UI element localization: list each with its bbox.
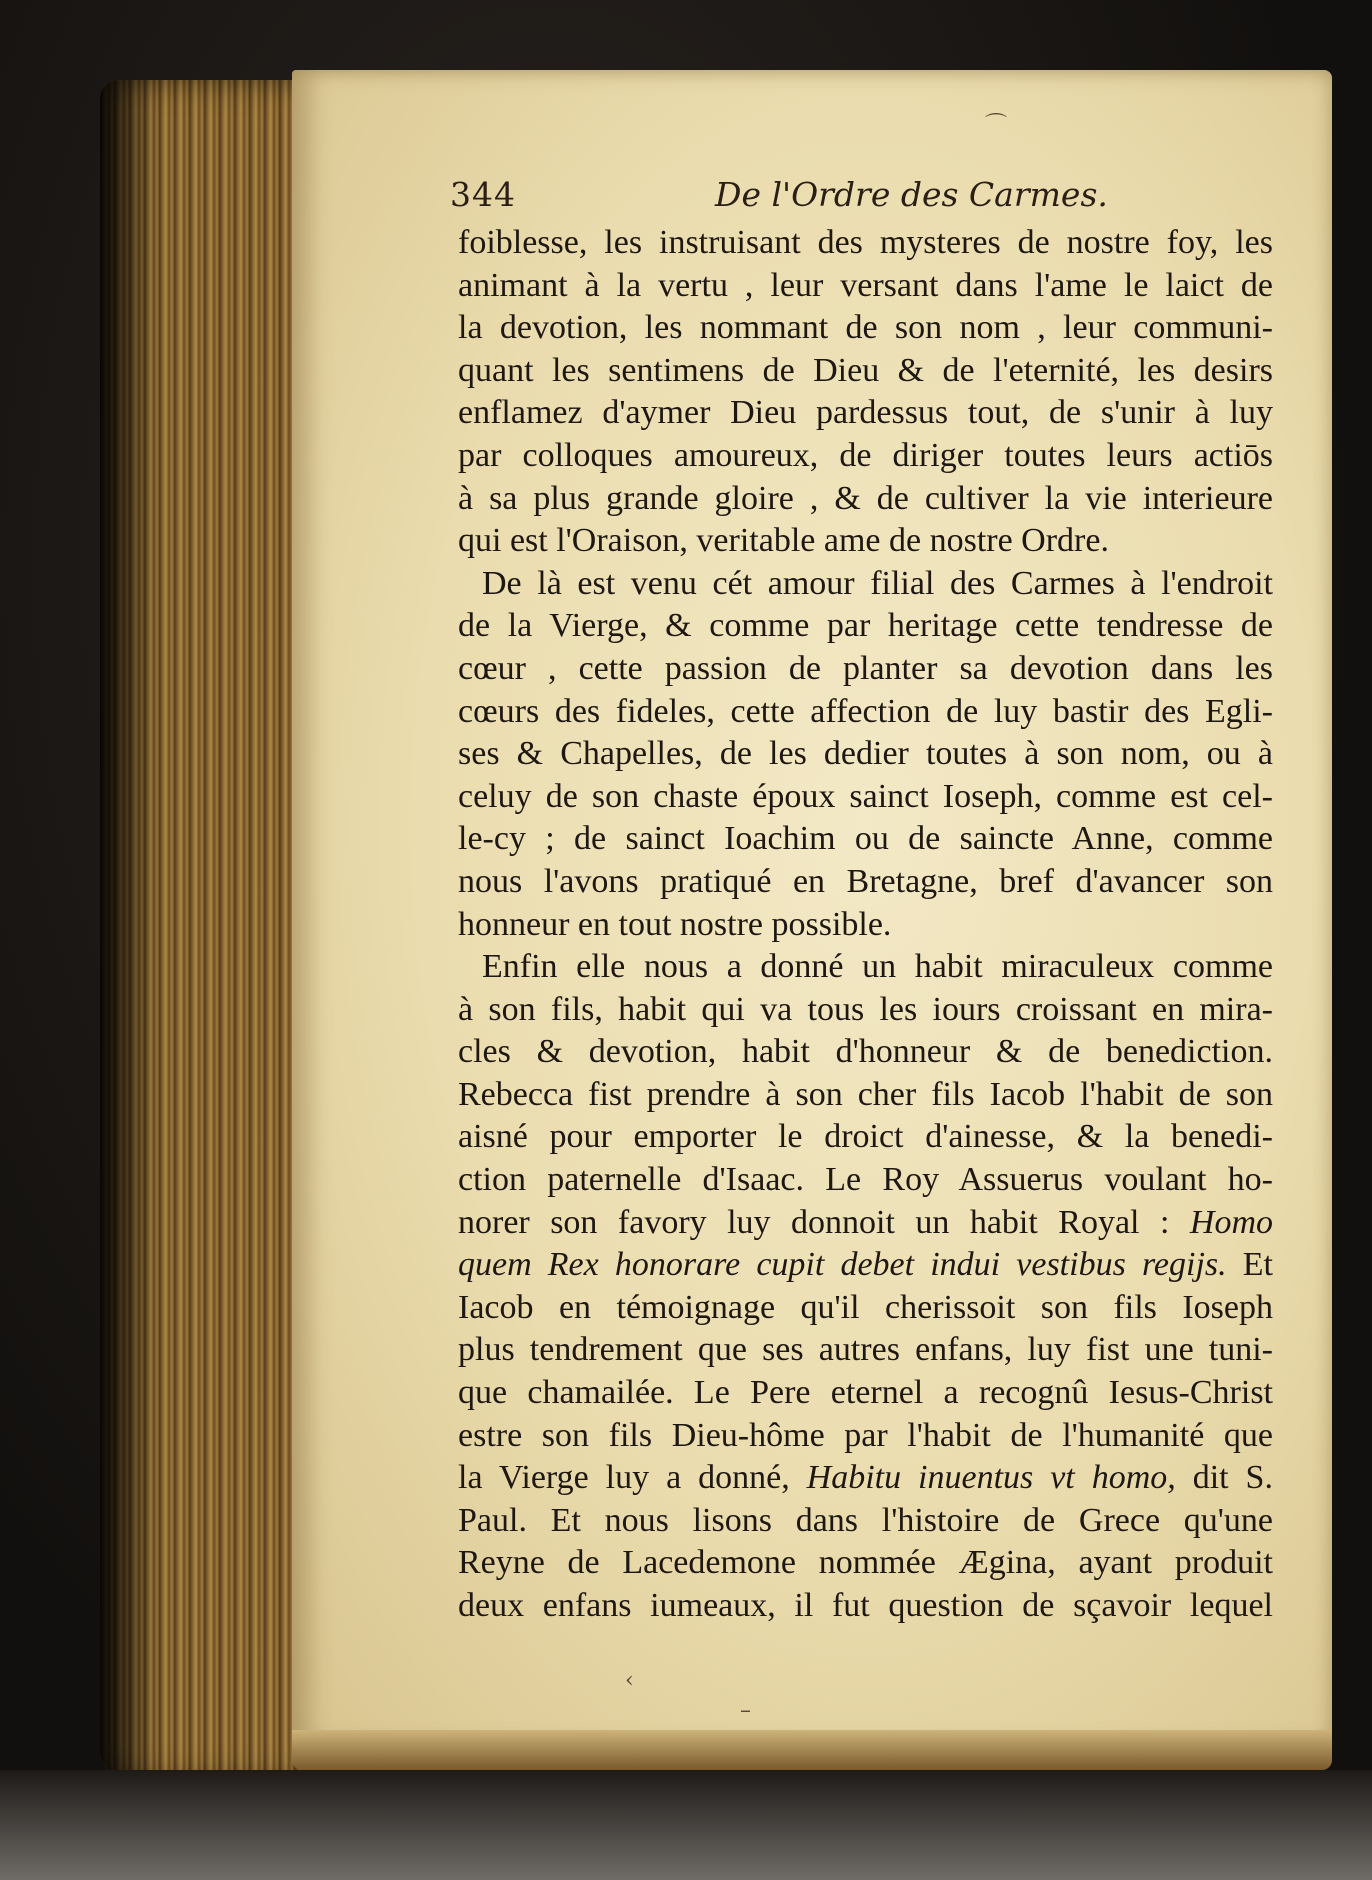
text-span: la Vierge luy a donné,: [458, 1459, 807, 1497]
running-title: De l'Ordre des Carmes.: [715, 175, 1108, 214]
paragraph: [458, 563, 1273, 946]
text-line: ction paternelle d'Isaac. Le Roy Assuerus voulant ho-: [458, 1161, 1273, 1199]
text-line: à son fils, habit qui va tous les iours croissant en mira-: [458, 990, 1273, 1028]
text-line: à sa plus grande gloire , & de cultiver la vie interieure: [458, 479, 1273, 517]
text-line: deux enfans iumeaux, il fut question de sçavoir lequel: [458, 1587, 1273, 1624]
book-edge-shadow: [100, 80, 160, 1780]
paragraph: [458, 222, 1273, 563]
text-span: dit S.: [1175, 1459, 1273, 1497]
text-line-with-italic: [458, 1202, 1273, 1245]
text-line: Iacob en témoignage qu'il cherissoit son fils Ioseph: [458, 1288, 1273, 1326]
text-line: cœurs des fideles, cette affection de luy bastir des Egli-: [458, 692, 1273, 730]
text-line: cles & devotion, habit d'honneur & de benediction.: [458, 1033, 1273, 1071]
text-line: animant à la vertu , leur versant dans l'ame le laict de: [458, 266, 1273, 304]
text-line: enflamez d'aymer Dieu pardessus tout, de s'unir à luy: [458, 394, 1273, 432]
stray-mark: –: [740, 1698, 751, 1723]
text-line: Paul. Et nous lisons dans l'histoire de Grece qu'une: [458, 1501, 1273, 1539]
text-line: quant les sentimens de Dieu & de l'eternité, les desirs: [458, 351, 1273, 389]
text-line: aisné pour emporter le droict d'ainesse, & la benedi-: [458, 1118, 1273, 1156]
text-span: Et: [1226, 1246, 1273, 1284]
text-line: honneur en tout nostre possible.: [458, 905, 892, 943]
stray-mark: ‹: [625, 1668, 634, 1693]
text-line-with-italic: [458, 1244, 1273, 1287]
text-line: estre son fils Dieu-hôme par l'habit de l'humanité que: [458, 1416, 1273, 1454]
table-surface: [0, 1770, 1372, 1880]
page-bottom-edge: [292, 1730, 1332, 1770]
text-line: De là est venu cét amour filial des Carmes à l'endroit: [482, 564, 1273, 602]
text-line: le-cy ; de sainct Ioachim ou de saincte Anne, comme: [458, 820, 1273, 858]
text-line: cœur , cette passion de planter sa devotion dans les: [458, 649, 1273, 687]
text-line: Enfin elle nous a donné un habit miraculeux comme: [482, 948, 1273, 986]
text-line: que chamailée. Le Pere eternel a recognû Iesus-Christ: [458, 1374, 1273, 1412]
text-line: foiblesse, les instruisant des mysteres de nostre foy, les: [458, 224, 1273, 261]
text-line: par colloques amoureux, de diriger toutes leurs actiōs: [458, 436, 1273, 474]
running-head: [450, 175, 1290, 221]
stray-mark: ⌒: [985, 113, 1008, 138]
text-line: Rebecca fist prendre à son cher fils Iacob l'habit de son: [458, 1075, 1273, 1113]
text-line: la devotion, les nommant de son nom , leur communi-: [458, 309, 1273, 347]
text-line: plus tendrement que ses autres enfans, luy fist une tuni-: [458, 1331, 1273, 1369]
paragraph: [458, 946, 1273, 1628]
text-line: celuy de son chaste époux sainct Ioseph, comme est cel-: [458, 777, 1273, 815]
text-line: Reyne de Lacedemone nommée Ægina, ayant produit: [458, 1544, 1273, 1582]
latin-quote: quem Rex honorare cupit debet indui vestibus regijs.: [458, 1246, 1227, 1284]
text-line: nous l'avons pratiqué en Bretagne, bref d'avancer son: [458, 862, 1273, 900]
text-line: qui est l'Oraison, veritable ame de nostre Ordre.: [458, 522, 1109, 560]
text-span: norer son favory luy donnoit un habit Royal :: [458, 1203, 1190, 1241]
latin-quote: Homo: [1189, 1203, 1273, 1241]
latin-quote: Habitu inuentus vt homo,: [806, 1459, 1176, 1497]
text-line-with-italic: [458, 1457, 1273, 1500]
text-block: [458, 222, 1273, 1628]
text-line: de la Vierge, & comme par heritage cette tendresse de: [458, 607, 1273, 645]
page-number: 344: [450, 175, 516, 214]
text-line: ses & Chapelles, de les dedier toutes à son nom, ou à: [458, 735, 1273, 773]
